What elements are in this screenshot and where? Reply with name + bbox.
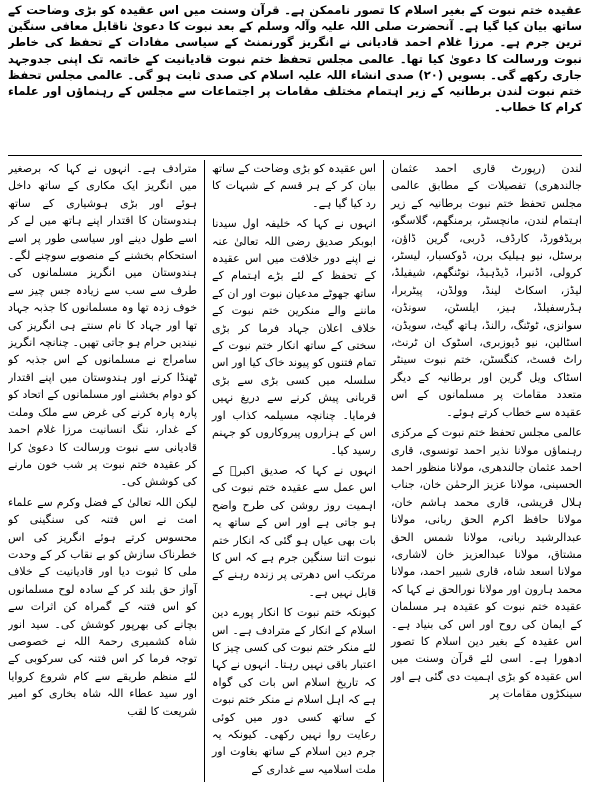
headline-lead: عقیدہ ختم نبوت کے بغیر اسلام کا تصور ناممکن ہے۔ قرآن وسنت میں اس عقیدہ کو بڑی وضاحت کے ساتھ بیان کیا گیا ہے۔ آنحضرت صلی اللہ علیہ وآلہ وسلم کے بعد نبوت کا دعویٰ ناقابل معافی سنگین ترین جرم ہے۔ مرزا غلام احمد قادیانی نے انگریز گورنمنٹ کے سیاسی مفادات کے تحفظ کی خاطر نبوت ورسالت کا دعویٰ کیا تھا۔ عالمی مجلس تحفظ ختم نبوت قادیانیت کے خاتمہ تک اپنی جدوجہد جاری رکھے گی۔ بسویں (۲۰) صدی انشاء اللہ علیہ اسلام کی صدی ثابت ہو گی۔ عالمی مجلس تحفظ ختم نبوت لندن برطانیہ کے زیر اہتمام مختلف مقامات پر اجتماعات سے مجلس کے رہنماؤں اور علماء کرام کا خطاب۔ — [8, 3, 582, 115]
paragraph: عالمی مجلس تحفظ ختم نبوت کے مرکزی رہنماؤں مولانا نذیر احمد تونسوی، قاری احمد عثمان جالندھری، مولانا منظور احمد الحسینی، مولانا عزیز الرحمٰن خان، جناب ہلال قریشی، قاری محمد ہاشم خان، مولانا حافظ اکرم الحق ربانی، مولانا عبدالرشید ربانی، مولانا شمس الحق مشتاق، مولانا عبدالعزیز خان لاشاری، مولانا اسعد شاہ، قاری شبیر احمد، مولانا محمد ہارون اور مولانا نورالحق نے کہا کہ عقیدہ ختم نبوت کو عقیدہ ہر مسلمان کے ایمان کی روح اور اس کی بنیاد ہے۔ اس عقیدہ کے بغیر دین اسلام کا تصور ادھورا ہے۔ اسی لئے قرآن وسنت میں اس عقیدہ کو بڑی اہمیت دی گئی ہے اور سینکڑوں مقامات پر — [391, 426, 582, 701]
column-middle — [204, 160, 384, 782]
paragraph: انہوں نے کہا کہ صدیق اکبرؓ کے اس عمل سے عقیدہ ختم نبوت کی اہمیت روز روشن کی طرح واضح ہو جاتی ہے اور اس کے ساتھ یہ بات بھی عیاں ہو گئی کہ انکار ختم نبوت اتنا سنگین جرم ہے کہ اس کا مرتکب اس دھرتی پر زندہ رہنے کے قابل نہیں ہے۔ — [212, 463, 376, 599]
article-columns — [8, 160, 582, 782]
paragraph: مترادف ہے۔ انہوں نے کہا کہ برصغیر میں انگریز ایک مکاری کے ساتھ داخل ہوئے اور بڑی ہوشیاری کے ساتھ ہندوستان کا اقتدار اپنے ہاتھ میں لے کر اسے طول دینے اور سیاسی طور پر اسے استحکام بخشنے کے منصوبے سوچنے لگے۔ ہندوستان میں انگریز مسلمانوں کی طرف سے سب سے زیادہ جس چیز سے خوف زدہ تھا وہ مسلمانوں کا جذبہ جہاد تھا اور جہاد کا نام سنتے ہی انگریز کی نیندیں حرام ہو جاتی تھیں۔ چنانچہ انگریز سامراج نے مسلمانوں کے اس جذبہ کو ٹھنڈا کرنے اور ہندوستان میں اپنے اقتدار کو دوام بخشنے اور مسلمانوں کے اتحاد کو پارہ پارہ کرنے کی غرض سے ملک وملت کے غدار، ننگ انسانیت مرزا غلام احمد قادیانی سے نبوت ورسالت کا دعویٰ کرا کر عقیدہ ختم نبوت پر شب خون مارنے کی کوشش کی۔ — [8, 162, 197, 489]
divider — [8, 155, 582, 156]
column-right — [384, 160, 582, 782]
paragraph: کیونکہ ختم نبوت کا انکار پورے دین اسلام کے انکار کے مترادف ہے۔ اس لئے منکر ختم نبوت کی کسی چیز کا اعتبار باقی نہیں رہتا۔ انہوں نے کہا کہ تاریخ اسلام اس بات کی گواہ ہے کہ اہل اسلام نے منکر ختم نبوت کے ساتھ کسی دور میں کوئی رعایت روا نہیں رکھی۔ کیونکہ یہ جرم دین اسلام کے ساتھ بغاوت اور ملت اسلامیہ سے غداری کے — [212, 606, 376, 776]
column-left — [8, 160, 204, 782]
paragraph: لیکن اللہ تعالیٰ کے فضل وکرم سے علماء امت نے اس فتنہ کی سنگینی کو محسوس کرتے ہوئے انگریز کی اس خطرناک سازش کو بے نقاب کر کے وحدت ملی کا ثبوت دیا اور قادیانیت کے خلاف آواز حق بلند کر کے سادہ لوح مسلمانوں کو اس فتنہ کے گمراہ کن اثرات سے بچانے کی بھرپور کوشش کی۔ سید انور شاہ کشمیری رحمۃ اللہ نے خصوصی توجہ فرما کر اس فتنہ کی سرکوبی کے لئے منظم طریقے سے کام شروع کروایا اور سید عطاء اللہ شاہ بخاری کو امیر شریعت کا لقب — [8, 495, 197, 718]
paragraph: اس عقیدہ کو بڑی وضاحت کے ساتھ بیان کر کے ہر قسم کے شبہات کا رد کیا گیا ہے۔ — [212, 162, 376, 210]
paragraph: لندن (رپورٹ قاری احمد عثمان جالندھری) تفصیلات کے مطابق عالمی مجلس تحفظ ختم نبوت برطانیہ کے زیر اہتمام لندن، مانچسٹر، برمنگھم، گلاسگو، بریڈفورڈ، کارڈف، ڈربی، گرین ڈاؤن، برسٹل، نیو ہیلیک برن، ڈوکسبار، لیسٹر، کرولی، اڈنبرا، ڈیڈہیڈ، نوٹنگھم، شیفیلڈ، لیڈز، اسکاٹ لینڈ، وولڈن، پیٹربرا، ہڈرسفیلڈ، ہیز، ایلسٹن، سونڈن، سوانزی، ٹوٹنگ، رالنڈ، ہاتھ گیٹ، سویڈن، اسٹالین، نیو ڈیوزبری، اسٹوک ان ٹرنٹ، راٹ فسٹ، کنگسٹن، ختم نبوت سینٹر اسٹاک ویل گرین اور برطانیہ کے دیگر متعدد مقامات پر مسلمانوں کے اس عقیدہ سے خطاب کرتے ہوئے۔ — [391, 162, 582, 419]
paragraph: انہوں نے کہا کہ خلیفہ اول سیدنا ابوبکر صدیق رضی اللہ تعالیٰ عنہ نے اپنے دور خلافت میں اس عقیدہ کے تحفظ کے لئے بڑے اہتمام کے ساتھ جھوٹے مدعیان نبوت اور ان کے ماننے والے منکرین ختم نبوت کے خلاف اعلان جہاد فرما کر بڑی سختی کے ساتھ انکار ختم نبوت کے تمام فتنوں کو پیوند خاک کیا اور اس سلسلہ میں کسی بڑی سے بڑی قربانی پیش کرنے سے دریغ نہیں فرمایا۔ چنانچہ مسیلمہ کذاب اور اس کے ہزاروں پیروکاروں کو جہنم رسید کیا۔ — [212, 217, 376, 457]
